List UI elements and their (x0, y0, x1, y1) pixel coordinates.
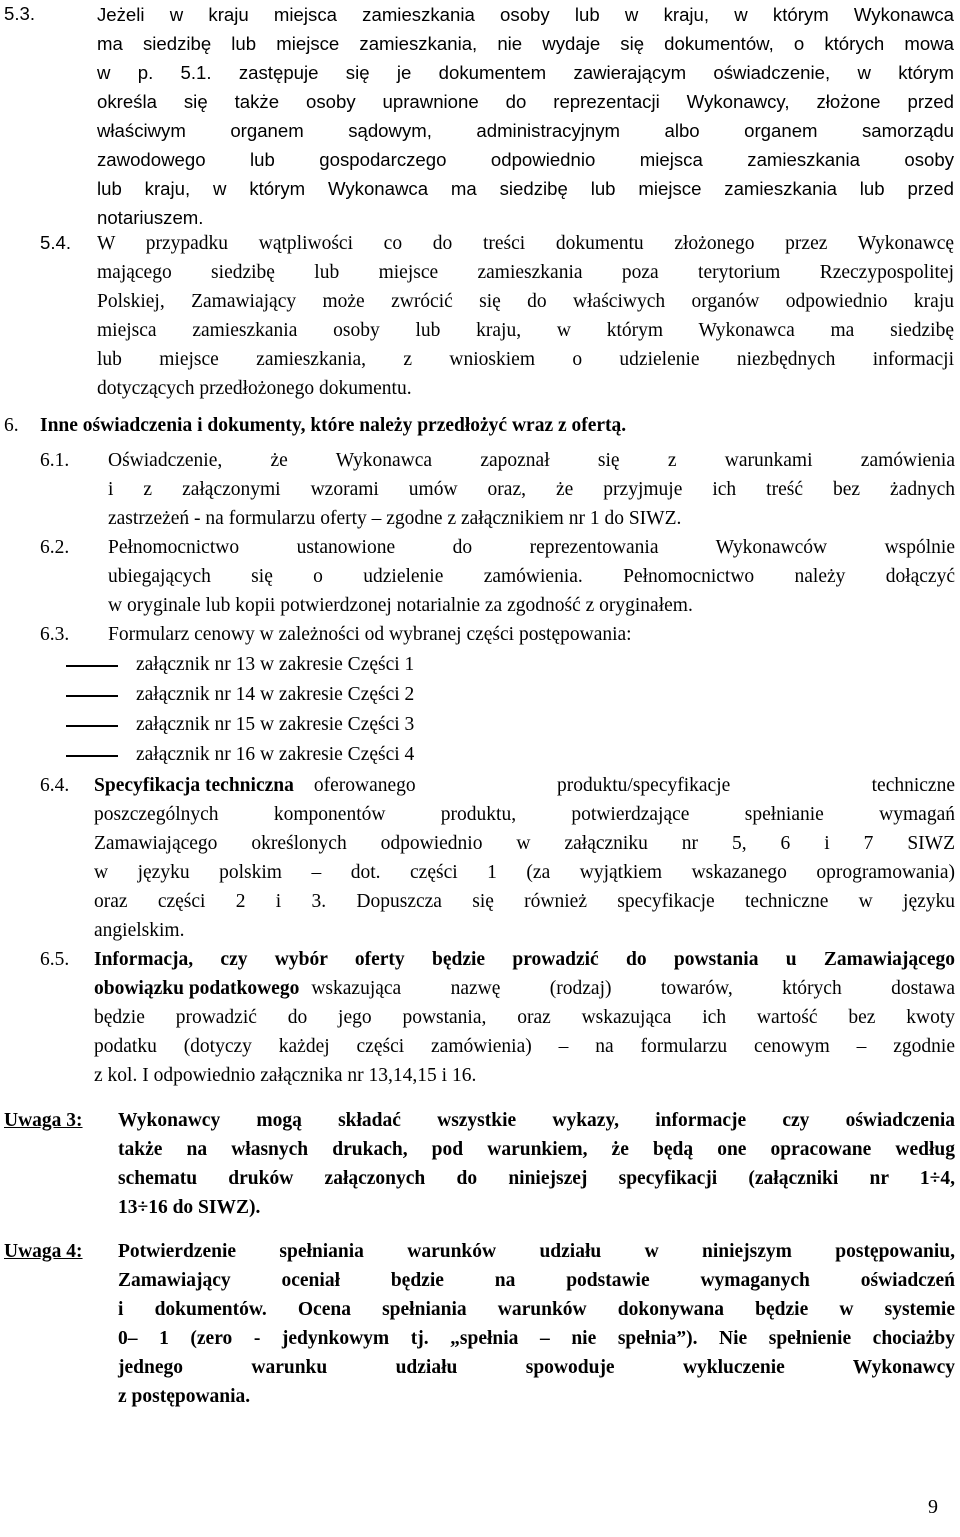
paragraph-6-1-line: i z załączonymi wzorami umów oraz, że przyjmuje ich treść bez żadnych (108, 479, 955, 500)
paragraph-5-4-line: Polskiej, Zamawiający może zwrócić się do właściwych organów odpowiednio kraju (97, 291, 954, 312)
note-4-line: 0– 1 (zero - jedynkowym tj. „spełnia – nie spełnia”). Nie spełnienie chociażby (118, 1328, 955, 1349)
note-4-line: Potwierdzenie spełniania warunków udziału w niniejszym postępowaniu, (118, 1241, 955, 1262)
paragraph-5-3-line: lub kraju, w którym Wykonawca ma siedzibę lub miejsce zamieszkania lub przed (97, 178, 954, 199)
paragraph-5-4-line: mającego siedzibę lub miejsce zamieszkania poza terytorium Rzeczypospolitej (97, 262, 954, 283)
paragraph-6-5-line (94, 974, 955, 1003)
paragraph-5-3-line: określa się także osoby uprawnione do reprezentacji Wykonawcy, złożone przed (97, 91, 954, 112)
note-3-label: Uwaga 3: (4, 1110, 83, 1131)
list-dash (66, 665, 118, 667)
paragraph-6-4-rest: oferowanego produktu/specyfikacje techniczne (313, 775, 955, 796)
paragraph-6-5-line: Informacja, czy wybór oferty będzie prowadzić do powstania u Zamawiającego (94, 949, 955, 970)
section-number-6-2: 6.2. (40, 537, 70, 558)
paragraph-6-2-line: w oryginale lub kopii potwierdzonej notarialnie za zgodność z oryginałem. (108, 595, 693, 616)
list-item: załącznik nr 14 w zakresie Części 2 (136, 684, 415, 705)
note-3-line: Wykonawcy mogą składać wszystkie wykazy, informacje czy oświadczenia (118, 1110, 955, 1131)
list-dash (66, 755, 118, 757)
paragraph-6-5-line: będzie prowadzić do jego powstania, oraz wskazująca ich wartość bez kwoty (94, 1007, 955, 1028)
paragraph-6-2-line: Pełnomocnictwo ustanowione do reprezentowania Wykonawców wspólnie (108, 537, 955, 558)
note-3-line: schematu druków załączonych do niniejszej specyfikacji (załączniki nr 1÷4, (118, 1168, 955, 1189)
list-dash (66, 695, 118, 697)
paragraph-6-4-line: w języku polskim – dot. części 1 (za wyjątkiem wskazanego oprogramowania) (94, 862, 955, 883)
list-item: załącznik nr 16 w zakresie Części 4 (136, 744, 415, 765)
note-4-line: Zamawiający oceniał będzie na podstawie wymaganych oświadczeń (118, 1270, 955, 1291)
paragraph-6-4-line: Zamawiającego określonych odpowiednio w załączniku nr 5, 6 i 7 SIWZ (94, 833, 955, 854)
paragraph-6-2-line: ubiegających się o udzielenie zamówienia. Pełnomocnictwo należy dołączyć (108, 566, 955, 587)
note-4-line: i dokumentów. Ocena spełniania warunków dokonywana będzie w systemie (118, 1299, 955, 1320)
paragraph-5-3-line: zawodowego lub gospodarczego odpowiednio miejsca zamieszkania osoby (97, 149, 954, 170)
paragraph-5-4-line: W przypadku wątpliwości co do treści dokumentu złożonego przez Wykonawcę (97, 233, 954, 254)
section-number-5-3: 5.3. (4, 3, 36, 24)
paragraph-5-3-line: Jeżeli w kraju miejsca zamieszkania osoby lub w kraju, w którym Wykonawca (97, 4, 954, 25)
paragraph-6-5-line: podatku (dotyczy każdej części zamówienia) – na formularzu cenowym – zgodnie (94, 1036, 955, 1057)
paragraph-6-4-line: poszczególnych komponentów produktu, potwierdzające spełnianie wymagań (94, 804, 955, 825)
section-number-6-4: 6.4. (40, 775, 70, 796)
paragraph-6-1-line: Oświadczenie, że Wykonawca zapoznał się z warunkami zamówienia (108, 450, 955, 471)
paragraph-5-4-line: dotyczących przedłożonego dokumentu. (97, 378, 412, 399)
note-4-line: z postępowania. (118, 1386, 251, 1407)
bold-term: obowiązku podatkowego (94, 978, 300, 999)
section-number-6-5: 6.5. (40, 949, 70, 970)
paragraph-5-3-line: w p. 5.1. zastępuje się je dokumentem zawierającym oświadczenie, w którym (97, 62, 954, 83)
note-4-line: jednego warunku udziału spowoduje wykluczenie Wykonawcy (118, 1357, 955, 1378)
page-number: 9 (928, 1496, 938, 1518)
section-number-5-4: 5.4. (40, 232, 72, 253)
paragraph-6-4-line: oraz części 2 i 3. Dopuszcza się również specyfikacje techniczne w języku (94, 891, 955, 912)
list-item: załącznik nr 15 w zakresie Części 3 (136, 714, 415, 735)
note-4-label: Uwaga 4: (4, 1241, 83, 1262)
paragraph-5-3-line: ma siedzibę lub miejsce zamieszkania, nie wydaje się dokumentów, o których mowa (97, 33, 954, 54)
note-3-line: także na własnych drukach, pod warunkiem, że będą one opracowane według (118, 1139, 955, 1160)
section-number-6-3: 6.3. (40, 624, 70, 645)
paragraph-6-5-rest: wskazująca nazwę (rodzaj) towarów, których dostawa (311, 978, 955, 999)
paragraph-5-3-line: właściwym organem sądowym, administracyjnym albo organem samorządu (97, 120, 954, 141)
paragraph-6-1-line: zastrzeżeń - na formularzu oferty – zgodne z załącznikiem nr 1 do SIWZ. (108, 508, 682, 529)
section-6-heading: Inne oświadczenia i dokumenty, które należy przedłożyć wraz z ofertą. (40, 415, 627, 436)
paragraph-5-4-line: lub miejsce zamieszkania, z wnioskiem o udzielenie niezbędnych informacji (97, 349, 954, 370)
paragraph-6-4-line (94, 771, 955, 800)
list-item: załącznik nr 13 w zakresie Części 1 (136, 654, 415, 675)
paragraph-5-4-line: miejsca zamieszkania osoby lub kraju, w którym Wykonawca ma siedzibę (97, 320, 954, 341)
section-number-6: 6. (4, 415, 19, 436)
section-number-6-1: 6.1. (40, 450, 70, 471)
paragraph-6-4-line: angielskim. (94, 920, 185, 941)
list-dash (66, 725, 118, 727)
note-3-line: 13÷16 do SIWZ). (118, 1197, 261, 1218)
paragraph-6-5-line: z kol. I odpowiednio załącznika nr 13,14,15 i 16. (94, 1065, 477, 1086)
paragraph-5-3-line: notariuszem. (97, 207, 204, 228)
bold-term: Specyfikacja techniczna (94, 775, 294, 796)
paragraph-6-3-line: Formularz cenowy w zależności od wybranej części postępowania: (108, 624, 632, 645)
